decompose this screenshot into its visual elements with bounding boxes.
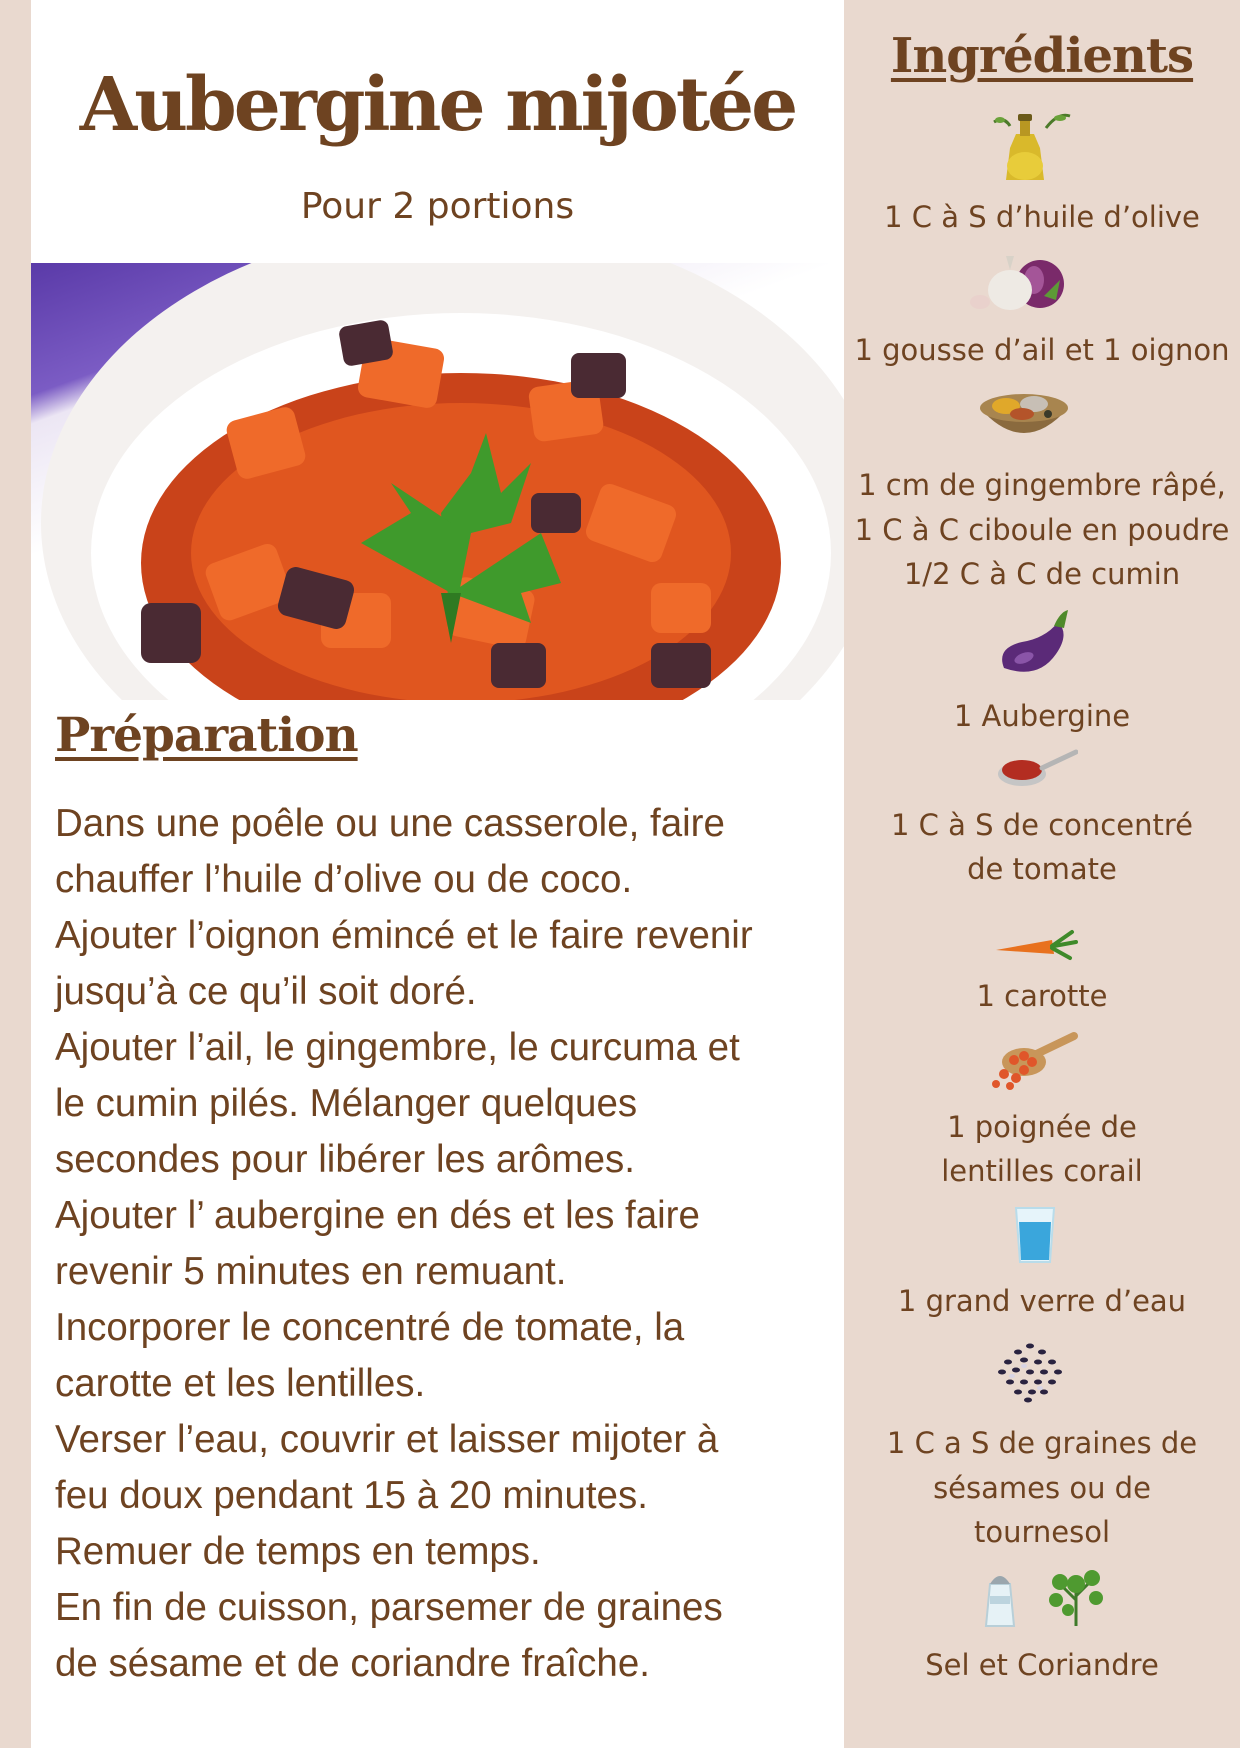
ingredient-salt-coriander: Sel et Coriandre bbox=[925, 1648, 1159, 1682]
step-line: carotte et les lentilles. bbox=[55, 1362, 426, 1405]
step-line: Ajouter l’ail, le gingembre, le curcuma et bbox=[55, 1026, 740, 1069]
tomato-paste-spoon-icon bbox=[996, 748, 1078, 790]
ingredient-eggplant: 1 Aubergine bbox=[953, 699, 1131, 733]
dish-photo bbox=[31, 263, 844, 700]
carrot-icon bbox=[992, 928, 1078, 962]
water-glass-icon bbox=[1012, 1204, 1058, 1266]
ingredient-seeds-line2: sésames ou de bbox=[933, 1471, 1151, 1505]
olive-oil-bottle-icon bbox=[986, 108, 1076, 186]
ingredient-water: 1 grand verre d’eau bbox=[897, 1284, 1187, 1318]
step-line: jusqu’à ce qu’il soit doré. bbox=[55, 970, 477, 1013]
eggplant-icon bbox=[994, 608, 1076, 682]
ingredient-olive-oil: 1 C à S d’huile d’olive bbox=[884, 200, 1200, 234]
ingredient-spices-line1: 1 cm de gingembre râpé, bbox=[858, 468, 1226, 502]
sesame-seeds-icon bbox=[994, 1338, 1066, 1404]
step-line: Verser l’eau, couvrir et laisser mijoter à bbox=[55, 1418, 719, 1461]
recipe-title: Aubergine mijotée bbox=[79, 62, 796, 148]
ingredient-spices-line3: 1/2 C à C de cumin bbox=[903, 557, 1181, 591]
step-line: Ajouter l’ aubergine en dés et les faire bbox=[55, 1194, 700, 1237]
ingredients-heading: Ingrédients bbox=[890, 28, 1194, 84]
step-line: chauffer l’huile d’olive ou de coco. bbox=[55, 858, 633, 901]
lentils-scoop-icon bbox=[984, 1030, 1080, 1092]
preparation-heading: Préparation bbox=[55, 708, 358, 763]
ingredient-lentils-line2: lentilles corail bbox=[941, 1154, 1143, 1188]
step-line: de sésame et de coriandre fraîche. bbox=[55, 1642, 650, 1685]
step-line: secondes pour libérer les arômes. bbox=[55, 1138, 635, 1181]
ingredient-lentils-line1: 1 poignée de bbox=[947, 1110, 1137, 1144]
salt-shaker-icon bbox=[982, 1568, 1018, 1628]
recipe-main-panel bbox=[31, 0, 844, 1748]
step-line: revenir 5 minutes en remuant. bbox=[55, 1250, 567, 1293]
ingredient-tomato-paste-line1: 1 C à S de concentré bbox=[891, 808, 1193, 842]
spices-bowl-icon bbox=[976, 384, 1072, 450]
ingredient-seeds-line1: 1 C a S de graines de bbox=[886, 1426, 1198, 1460]
ingredient-carrot: 1 carotte bbox=[976, 979, 1108, 1013]
ingredient-spices-line2: 1 C à C ciboule en poudre bbox=[854, 513, 1230, 547]
ingredient-seeds-line3: tournesol bbox=[973, 1515, 1111, 1549]
ingredient-tomato-paste-line2: de tomate bbox=[967, 852, 1117, 886]
ingredients-sidebar bbox=[844, 0, 1240, 1748]
step-line: Dans une poêle ou une casserole, faire bbox=[55, 802, 725, 845]
step-line: feu doux pendant 15 à 20 minutes. bbox=[55, 1474, 648, 1517]
garlic-onion-icon bbox=[966, 250, 1076, 316]
step-line: Ajouter l’oignon émincé et le faire revenir bbox=[55, 914, 753, 957]
step-line: Remuer de temps en temps. bbox=[55, 1530, 541, 1573]
step-line: le cumin pilés. Mélanger quelques bbox=[55, 1082, 638, 1125]
coriander-icon bbox=[1048, 1566, 1104, 1628]
servings-label: Pour 2 portions bbox=[300, 186, 575, 227]
preparation-steps bbox=[55, 796, 835, 1692]
step-line: Incorporer le concentré de tomate, la bbox=[55, 1306, 685, 1349]
step-line: En fin de cuisson, parsemer de graines bbox=[55, 1586, 723, 1629]
ingredient-garlic-onion: 1 gousse d’ail et 1 oignon bbox=[854, 333, 1230, 367]
